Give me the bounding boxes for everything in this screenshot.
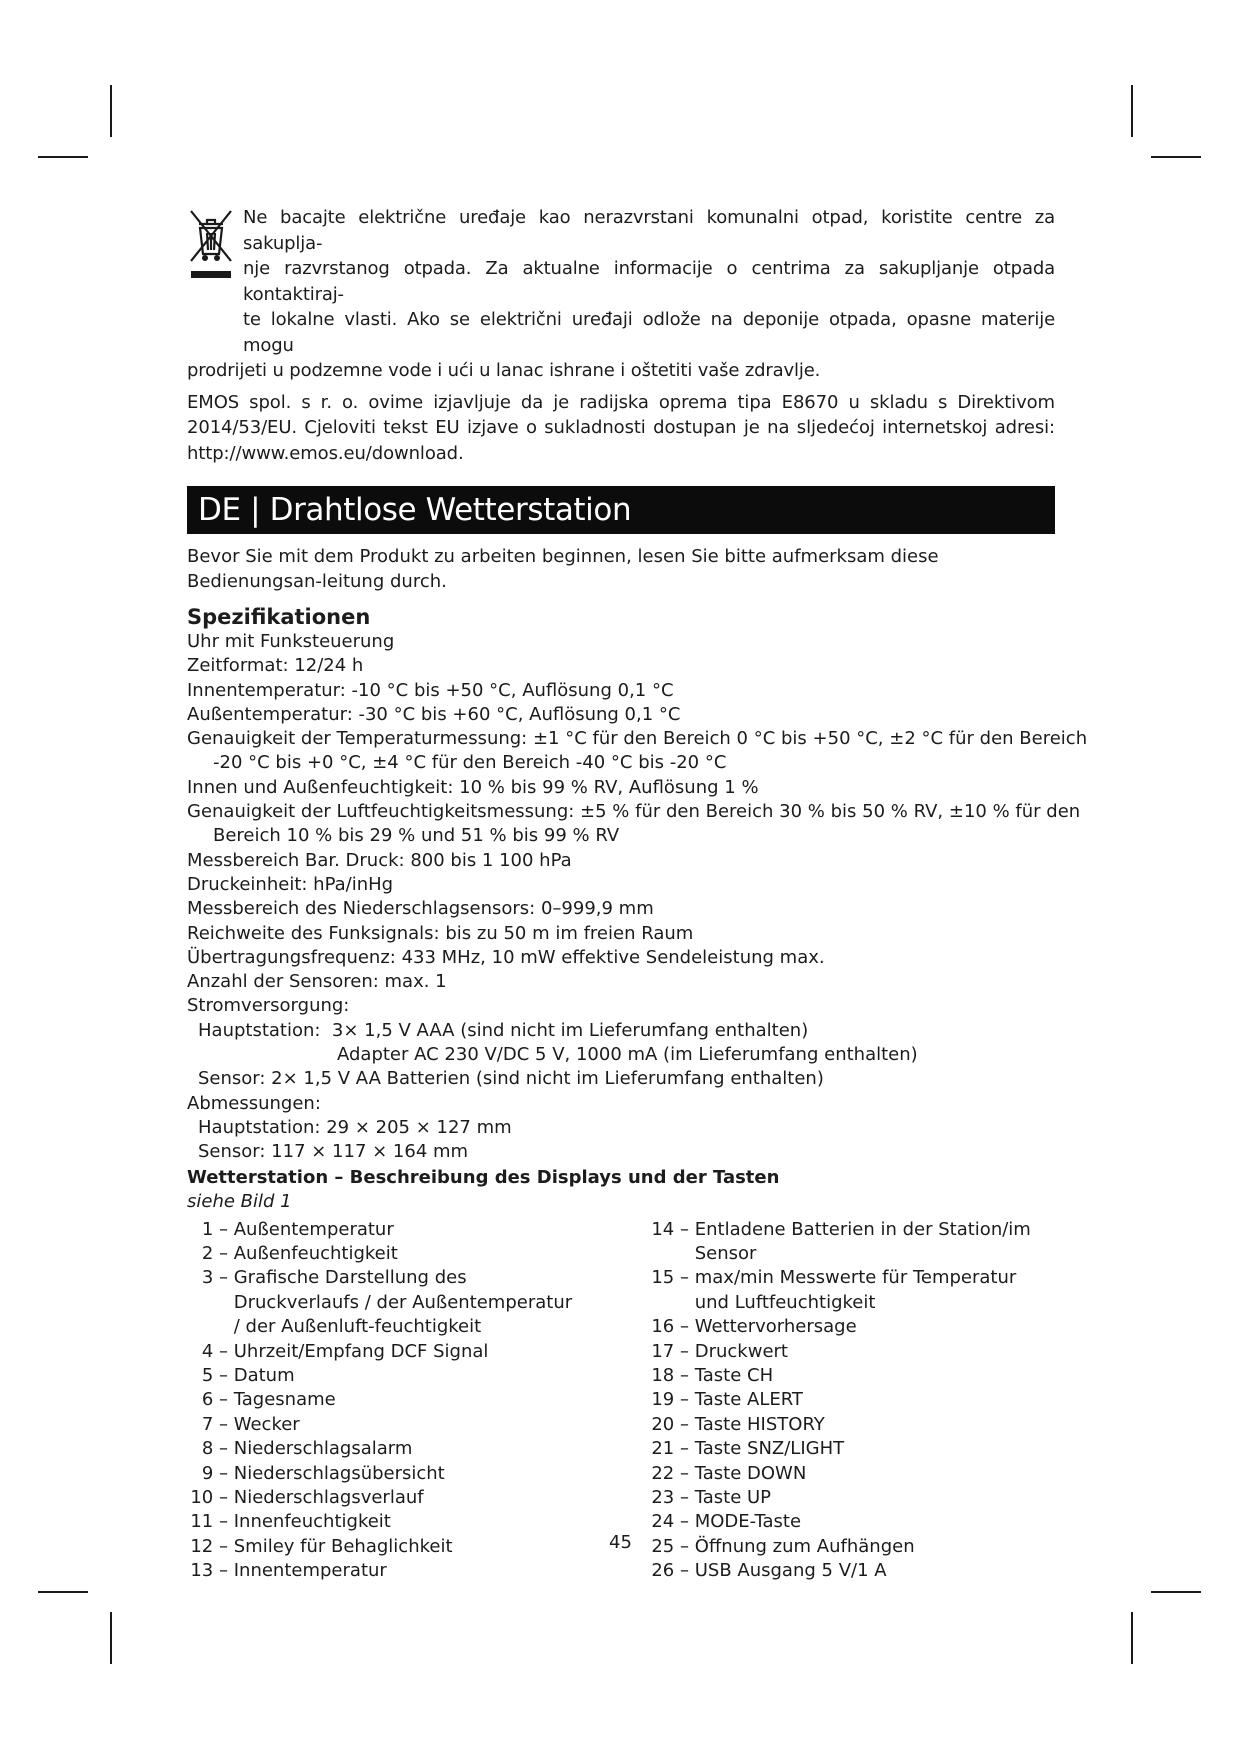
item-number: 14 – (651, 1218, 689, 1240)
spec-line: Genauigkeit der Temperaturmessung: ±1 °C für den Bereich 0 °C bis +50 °C, ±2 °C für den Bereich (187, 728, 1088, 750)
list-item (187, 1486, 641, 1510)
spec-line: Übertragungsfrequenz: 433 MHz, 10 mW effektive Sendeleistung max. (187, 946, 825, 968)
display-heading: Wetterstation – Beschreibung des Displays und der Tasten (187, 1166, 780, 1188)
display-legend (187, 1218, 1055, 1584)
list-item (641, 1315, 1055, 1339)
item-number: 11 – (190, 1511, 228, 1533)
list-item (187, 1242, 641, 1266)
item-number: 5 – (201, 1364, 228, 1386)
item-text: Taste ALERT (694, 1389, 803, 1411)
item-number: 19 – (651, 1389, 689, 1411)
item-number: 7 – (201, 1413, 228, 1435)
crop-mark (1151, 156, 1201, 158)
item-text: Wecker (233, 1413, 300, 1435)
item-number: 18 – (651, 1364, 689, 1386)
item-text: Tagesname (233, 1389, 336, 1411)
list-item (641, 1462, 1055, 1486)
spec-line: Zeitformat: 12/24 h (187, 655, 364, 677)
list-item (641, 1413, 1055, 1437)
page-content (187, 205, 1088, 1584)
weee-text-line: te lokalne vlasti. Ako se električni uređaji odlože na deponije otpada, opasne materije mogu (243, 309, 1055, 356)
list-item (641, 1340, 1055, 1364)
intro-text: Bevor Sie mit dem Produkt zu arbeiten beginnen, lesen Sie bitte aufmerksam diese Bedienungsan-leitung durch. (187, 546, 939, 592)
spec-line: Druckeinheit: hPa/inHg (187, 873, 394, 895)
list-item (641, 1388, 1055, 1412)
spec-line: Innentemperatur: -10 °C bis +50 °C, Auflösung 0,1 °C (187, 679, 674, 701)
spec-line: Anzahl der Sensoren: max. 1 (187, 971, 447, 993)
item-text: Außenfeuchtigkeit (233, 1242, 398, 1264)
spec-line: Adapter AC 230 V/DC 5 V, 1000 mA (im Lieferumfang enthalten) (337, 1044, 918, 1066)
list-item (187, 1388, 641, 1412)
item-text: max/min Messwerte für Temperatur und Luftfeuchtigkeit (694, 1267, 1017, 1313)
item-text: Grafische Darstellung des Druckverlaufs / der Außentemperatur / der Außenluft-feuchtigkeit (233, 1267, 573, 1338)
list-item (187, 1266, 641, 1339)
item-text: Taste DOWN (694, 1462, 807, 1484)
item-text: Druckwert (694, 1340, 788, 1362)
item-text: MODE-Taste (694, 1511, 802, 1533)
item-number: 10 – (190, 1487, 228, 1508)
item-number: 15 – (651, 1267, 689, 1289)
item-number: 9 – (201, 1462, 228, 1484)
spec-line: Hauptstation: 3× 1,5 V AAA (sind nicht im Lieferumfang enthalten) (198, 1019, 809, 1041)
crop-mark (1131, 1612, 1133, 1664)
item-text: Niederschlagsverlauf (233, 1487, 424, 1508)
list-item (641, 1266, 1055, 1315)
conformity-declaration: EMOS spol. s r. o. ovime izjavljuje da je radijska oprema tipa E8670 u skladu s Direktivom 2014/53/EU. Cjeloviti tekst EU izjave o sukladnosti dostupan je na sljedećoj internetskoj adresi: http://www.emos.eu/download. (187, 391, 1055, 464)
list-item (641, 1364, 1055, 1388)
item-text: Uhrzeit/Empfang DCF Signal (233, 1340, 489, 1362)
spec-line: Innen und Außenfeuchtigkeit: 10 % bis 99 % RV, Auflösung 1 % (187, 776, 759, 798)
section-title: DE | Drahtlose Wetterstation (187, 486, 1055, 534)
crop-mark (110, 85, 112, 137)
spec-line: Messbereich des Niederschlagsensors: 0–999,9 mm (187, 898, 654, 920)
list-item (641, 1437, 1055, 1461)
list-item (187, 1413, 641, 1437)
item-number: 8 – (201, 1438, 228, 1460)
item-text: Taste UP (694, 1487, 772, 1508)
item-text: Innenfeuchtigkeit (233, 1511, 391, 1533)
spec-line: Außentemperatur: -30 °C bis +60 °C, Auflösung 0,1 °C (187, 703, 681, 725)
weee-text-line: Ne bacajte električne uređaje kao nerazvrstani komunalni otpad, koristite centre za sakuplja- (243, 207, 1055, 254)
list-item (641, 1486, 1055, 1510)
spec-line: Messbereich Bar. Druck: 800 bis 1 100 hPa (187, 849, 572, 871)
weee-text-line: prodrijeti u podzemne vode i ući u lanac ishrane i oštetiti vaše zdravlje. (187, 360, 821, 381)
item-number: 17 – (651, 1340, 689, 1362)
spec-line: Sensor: 2× 1,5 V AA Batterien (sind nicht im Lieferumfang enthalten) (198, 1068, 824, 1090)
item-number: 4 – (201, 1340, 228, 1362)
item-number: 13 – (190, 1560, 228, 1582)
crop-mark (38, 1591, 88, 1593)
item-number: 22 – (651, 1462, 689, 1484)
list-item (187, 1462, 641, 1486)
item-number: 26 – (651, 1560, 689, 1582)
item-text: Außentemperatur (233, 1218, 394, 1240)
spec-line: Reichweite des Funksignals: bis zu 50 m im freien Raum (187, 922, 694, 944)
spec-line: -20 °C bis +0 °C, ±4 °C für den Bereich -40 °C bis -20 °C (213, 752, 727, 774)
crop-mark (1151, 1591, 1201, 1593)
item-number: 23 – (651, 1487, 689, 1508)
item-text: Datum (233, 1364, 295, 1386)
item-number: 1 – (201, 1218, 228, 1240)
weee-notice (187, 205, 1055, 384)
item-text: Wettervorhersage (694, 1316, 857, 1338)
item-text: Niederschlagsalarm (233, 1438, 413, 1460)
spec-line: Stromversorgung: (187, 995, 350, 1017)
list-item (641, 1218, 1055, 1267)
legend-column-right (641, 1218, 1055, 1584)
spec-line: Hauptstation: 29 × 205 × 127 mm (198, 1116, 512, 1138)
specs-list (187, 630, 1088, 1165)
item-number: 2 – (201, 1242, 228, 1264)
item-number: 24 – (651, 1511, 689, 1533)
crossed-out-wheelie-bin-icon (187, 207, 235, 283)
page-number: 45 (609, 1532, 632, 1553)
spec-line: Uhr mit Funksteuerung (187, 631, 395, 652)
item-number: 21 – (651, 1438, 689, 1460)
legend-column-left (187, 1218, 641, 1584)
figure-reference: siehe Bild 1 (187, 1190, 292, 1212)
item-text: Innentemperatur (233, 1560, 387, 1582)
item-number: 16 – (651, 1316, 689, 1338)
item-text: Taste CH (694, 1364, 774, 1386)
list-item (187, 1364, 641, 1388)
spec-line: Abmessungen: (187, 1092, 321, 1114)
item-number: 6 – (201, 1389, 228, 1411)
item-number: 25 – (651, 1535, 689, 1557)
crop-mark (110, 1612, 112, 1664)
item-text: Niederschlagsübersicht (233, 1462, 445, 1484)
spec-line: Genauigkeit der Luftfeuchtigkeitsmessung: ±5 % für den Bereich 30 % bis 50 % RV, ±10 % für den (187, 801, 1081, 823)
item-text: Entladene Batterien in der Station/im Sensor (694, 1218, 1031, 1264)
spec-line: Bereich 10 % bis 29 % und 51 % bis 99 % RV (213, 825, 620, 847)
list-item (641, 1559, 1055, 1583)
item-number: 3 – (201, 1267, 228, 1289)
list-item (187, 1218, 641, 1242)
item-text: Smiley für Behaglichkeit (233, 1535, 453, 1557)
spec-line: Sensor: 117 × 117 × 164 mm (198, 1141, 469, 1163)
item-number: 12 – (190, 1535, 228, 1557)
weee-text-line: nje razvrstanog otpada. Za aktualne informacije o centrima za sakupljanje otpada kontaktiraj- (243, 258, 1055, 305)
list-item (187, 1559, 641, 1583)
list-item (187, 1437, 641, 1461)
crop-mark (1131, 85, 1133, 137)
item-text: Taste HISTORY (694, 1413, 825, 1435)
item-text: USB Ausgang 5 V/1 A (694, 1560, 887, 1582)
item-number: 20 – (651, 1413, 689, 1435)
item-text: Öffnung zum Aufhängen (694, 1535, 915, 1557)
specs-heading: Spezifikationen (187, 605, 371, 629)
item-text: Taste SNZ/LIGHT (694, 1438, 845, 1460)
list-item (187, 1340, 641, 1364)
crop-mark (38, 156, 88, 158)
